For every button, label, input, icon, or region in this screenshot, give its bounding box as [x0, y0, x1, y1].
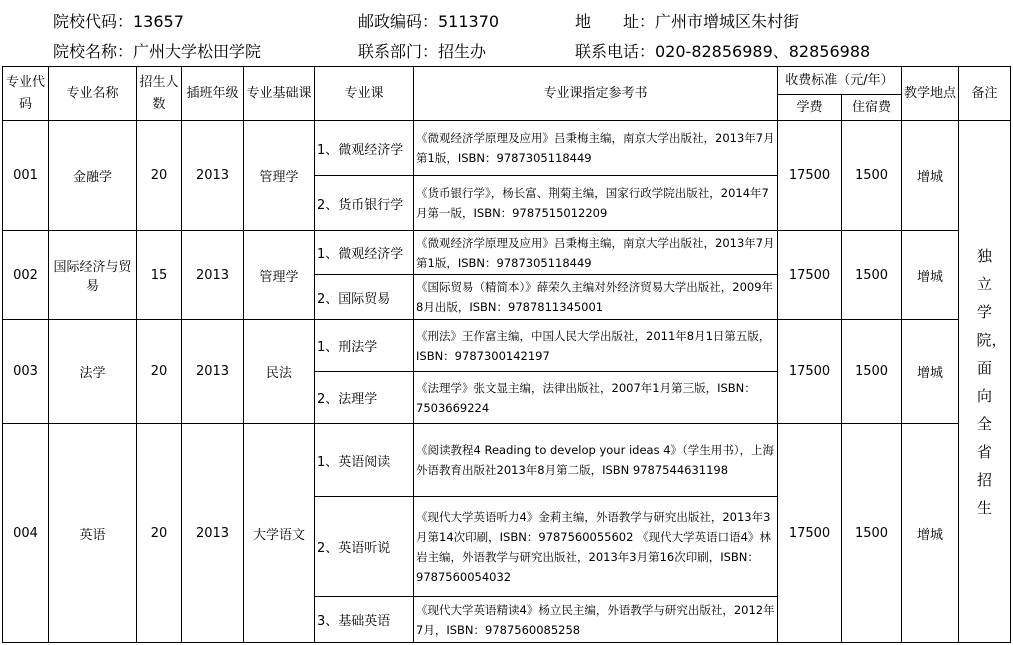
col-quota: 招生人数 — [137, 67, 182, 121]
cell-code: 001 — [3, 121, 49, 231]
col-course: 专业课 — [315, 67, 414, 121]
cell-grade: 2013 — [182, 121, 244, 231]
cell-book: 《阅读教程4 Reading to develop your ideas 4》（学生用书），上海外语教育出版社2013年8月第二版，ISBN 9787544631198 — [414, 424, 778, 497]
col-books: 专业课指定参考书 — [414, 67, 778, 121]
cell-name: 法学 — [49, 320, 137, 424]
col-name: 专业名称 — [49, 67, 137, 121]
cell-tuition: 17500 — [778, 320, 842, 424]
cell-code: 002 — [3, 231, 49, 320]
cell-book: 《货币银行学》，杨长富、荆菊主编，国家行政学院出版社，2014年7月第一版，ISBN：9787515012209 — [414, 176, 778, 231]
cell-tuition: 17500 — [778, 424, 842, 643]
cell-lodging: 1500 — [842, 424, 902, 643]
col-place: 教学地点 — [902, 67, 959, 121]
cell-book: 《刑法》王作富主编，中国人民大学出版社，2011年8月1日第五版，ISBN：9787300142197 — [414, 320, 778, 372]
cell-code: 003 — [3, 320, 49, 424]
cell-book: 《现代大学英语精读4》杨立民主编，外语教学与研究出版社，2012年7月，ISBN：9787560085258 — [414, 597, 778, 643]
cell-base: 管理学 — [244, 121, 315, 231]
cell-place: 增城 — [902, 424, 959, 643]
col-base: 专业基础课 — [244, 67, 315, 121]
remark-text: 独立学院，面向全省招生 — [976, 246, 1007, 517]
cell-code: 004 — [3, 424, 49, 643]
cell-lodging: 1500 — [842, 231, 902, 320]
school-code: 院校代码：13657 — [53, 12, 184, 31]
cell-name: 金融学 — [49, 121, 137, 231]
cell-quota: 15 — [137, 231, 182, 320]
cell-course: 1、微观经济学 — [315, 121, 414, 176]
cell-quota: 20 — [137, 121, 182, 231]
cell-book: 《现代大学英语听力4》金莉主编，外语教学与研究出版社，2013年3月第14次印刷，ISBN：9787560055602 《现代大学英语口语4》林岩主编，外语教学与研究出版社，2013年3月第16次印刷，ISBN：9787560054032 — [414, 497, 778, 597]
cell-tuition: 17500 — [778, 231, 842, 320]
postal-code: 邮政编码：511370 — [358, 12, 500, 31]
cell-base: 民法 — [244, 320, 315, 424]
cell-place: 增城 — [902, 121, 959, 231]
cell-course: 3、基础英语 — [315, 597, 414, 643]
cell-quota: 20 — [137, 320, 182, 424]
cell-remark — [959, 121, 1011, 643]
cell-course: 1、微观经济学 — [315, 231, 414, 275]
col-fee: 收费标准（元/年） — [778, 67, 902, 95]
majors-table — [2, 66, 1011, 643]
cell-book: 《微观经济学原理及应用》吕秉梅主编，南京大学出版社，2013年7月第1版，ISBN：9787305118449 — [414, 121, 778, 176]
cell-book: 《法理学》张文显主编，法律出版社，2007年1月第三版，ISBN：7503669224 — [414, 372, 778, 424]
cell-lodging: 1500 — [842, 320, 902, 424]
col-code: 专业代码 — [3, 67, 49, 121]
cell-book: 《微观经济学原理及应用》吕秉梅主编，南京大学出版社，2013年7月第1版，ISBN：9787305118449 — [414, 231, 778, 275]
cell-course: 2、货币银行学 — [315, 176, 414, 231]
cell-grade: 2013 — [182, 320, 244, 424]
cell-name: 国际经济与贸易 — [49, 231, 137, 320]
cell-course: 2、英语听说 — [315, 497, 414, 597]
cell-place: 增城 — [902, 320, 959, 424]
cell-course: 1、英语阅读 — [315, 424, 414, 497]
col-remark: 备注 — [959, 67, 1011, 121]
cell-grade: 2013 — [182, 424, 244, 643]
cell-base: 管理学 — [244, 231, 315, 320]
col-grade: 插班年级 — [182, 67, 244, 121]
cell-tuition: 17500 — [778, 121, 842, 231]
cell-base: 大学语文 — [244, 424, 315, 643]
address: 地 址：广州市增城区朱村街 — [575, 12, 800, 31]
cell-place: 增城 — [902, 231, 959, 320]
cell-course: 1、刑法学 — [315, 320, 414, 372]
cell-grade: 2013 — [182, 231, 244, 320]
cell-lodging: 1500 — [842, 121, 902, 231]
cell-course: 2、法理学 — [315, 372, 414, 424]
cell-course: 2、国际贸易 — [315, 275, 414, 320]
contact-phone: 联系电话：020-82856989、82856988 — [575, 42, 871, 61]
cell-book: 《国际贸易（精简本）》薛荣久主编对外经济贸易大学出版社，2009年8月出版，ISBN：9787811345001 — [414, 275, 778, 320]
col-lodging: 住宿费 — [842, 95, 902, 121]
col-tuition: 学费 — [778, 95, 842, 121]
school-name: 院校名称：广州大学松田学院 — [53, 42, 262, 61]
cell-quota: 20 — [137, 424, 182, 643]
cell-name: 英语 — [49, 424, 137, 643]
contact-dept: 联系部门：招生办 — [358, 42, 487, 61]
